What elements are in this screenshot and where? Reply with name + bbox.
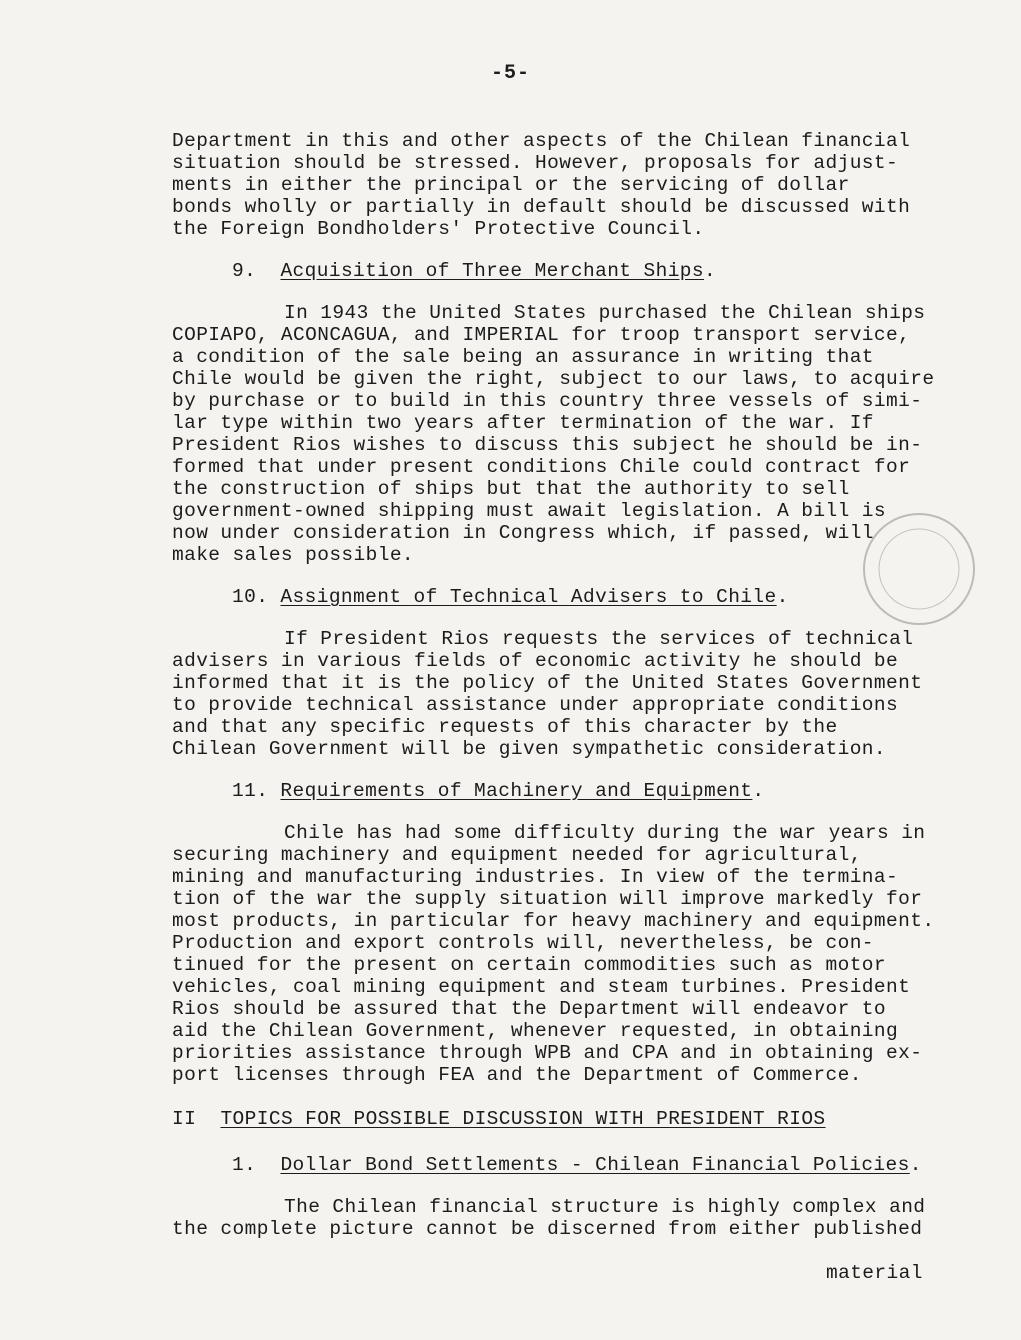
text-line: Production and export controls will, nevertheless, be con- — [172, 932, 874, 954]
text-line: make sales possible. — [172, 544, 415, 566]
section-number: 1. — [232, 1154, 257, 1176]
text-line: and that any specific requests of this character by the — [172, 716, 838, 738]
text-line: Chilean Government will be given sympathetic consideration. — [172, 738, 887, 760]
text-line: advisers in various fields of economic activity he should be — [172, 650, 899, 672]
text-line: the complete picture cannot be discerned from either published — [172, 1218, 923, 1240]
text-line: vehicles, coal mining equipment and steam turbines. President — [172, 976, 911, 998]
text-line: In 1943 the United States purchased the Chilean ships — [284, 302, 926, 324]
text-line: a condition of the sale being an assurance in writing that — [172, 346, 874, 368]
section-number: 10. — [232, 586, 269, 608]
text-line: aid the Chilean Government, whenever requested, in obtaining — [172, 1020, 899, 1042]
text-line: COPIAPO, ACONCAGUA, and IMPERIAL for troop transport service, — [172, 324, 911, 346]
text-line: lar type within two years after termination of the war. If — [172, 412, 874, 434]
section-heading-10: 10. Assignment of Technical Advisers to Chile. — [232, 586, 789, 608]
catchword: material — [826, 1262, 923, 1284]
section-title: TOPICS FOR POSSIBLE DISCUSSION WITH PRESIDENT RIOS — [220, 1108, 826, 1130]
section-title: Assignment of Technical Advisers to Chile — [280, 586, 777, 608]
text-line: bonds wholly or partially in default should be discussed with — [172, 196, 911, 218]
text-line: priorities assistance through WPB and CPA and in obtaining ex- — [172, 1042, 923, 1064]
text-line: ments in either the principal or the servicing of dollar — [172, 174, 850, 196]
text-line: situation should be stressed. However, proposals for adjust- — [172, 152, 899, 174]
section-heading-9: 9. Acquisition of Three Merchant Ships. — [232, 260, 717, 282]
text-line: The Chilean financial structure is highly complex and — [284, 1196, 926, 1218]
page-number: -5- — [490, 62, 530, 85]
section-title: Acquisition of Three Merchant Ships — [280, 260, 705, 282]
section-heading-II — [172, 1108, 826, 1130]
text-line: President Rios wishes to discuss this subject he should be in- — [172, 434, 923, 456]
text-line: tion of the war the supply situation will improve markedly for — [172, 888, 923, 910]
text-line: Chile has had some difficulty during the war years in — [284, 822, 926, 844]
text-line: most products, in particular for heavy machinery and equipment. — [172, 910, 935, 932]
text-line: government-owned shipping must await legislation. A bill is — [172, 500, 887, 522]
text-line: port licenses through FEA and the Department of Commerce. — [172, 1064, 862, 1086]
text-line: Rios should be assured that the Department will endeavor to — [172, 998, 887, 1020]
text-line: tinued for the present on certain commodities such as motor — [172, 954, 887, 976]
text-line: If President Rios requests the services of technical — [284, 628, 914, 650]
section-heading-II-1: 1. Dollar Bond Settlements - Chilean Financial Policies. — [232, 1154, 922, 1176]
text-line: Department in this and other aspects of the Chilean financial — [172, 130, 911, 152]
section-number: 9. — [232, 260, 257, 282]
text-line: securing machinery and equipment needed for agricultural, — [172, 844, 862, 866]
text-line: the construction of ships but that the authority to sell — [172, 478, 850, 500]
section-title: Dollar Bond Settlements - Chilean Financial Policies — [280, 1154, 910, 1176]
section-number: II — [172, 1108, 197, 1130]
section-title: Requirements of Machinery and Equipment — [280, 780, 753, 802]
text-line: by purchase or to build in this country three vessels of simi- — [172, 390, 923, 412]
text-line: informed that it is the policy of the United States Government — [172, 672, 923, 694]
text-line: Chile would be given the right, subject to our laws, to acquire — [172, 368, 935, 390]
section-heading-11: 11. Requirements of Machinery and Equipment. — [232, 780, 765, 802]
section-number: 11. — [232, 780, 269, 802]
text-line: the Foreign Bondholders' Protective Council. — [172, 218, 705, 240]
text-line: mining and manufacturing industries. In view of the termina- — [172, 866, 899, 888]
text-line: now under consideration in Congress which, if passed, will — [172, 522, 874, 544]
archive-stamp-icon — [860, 510, 978, 628]
text-line: to provide technical assistance under appropriate conditions — [172, 694, 899, 716]
text-line: formed that under present conditions Chile could contract for — [172, 456, 911, 478]
